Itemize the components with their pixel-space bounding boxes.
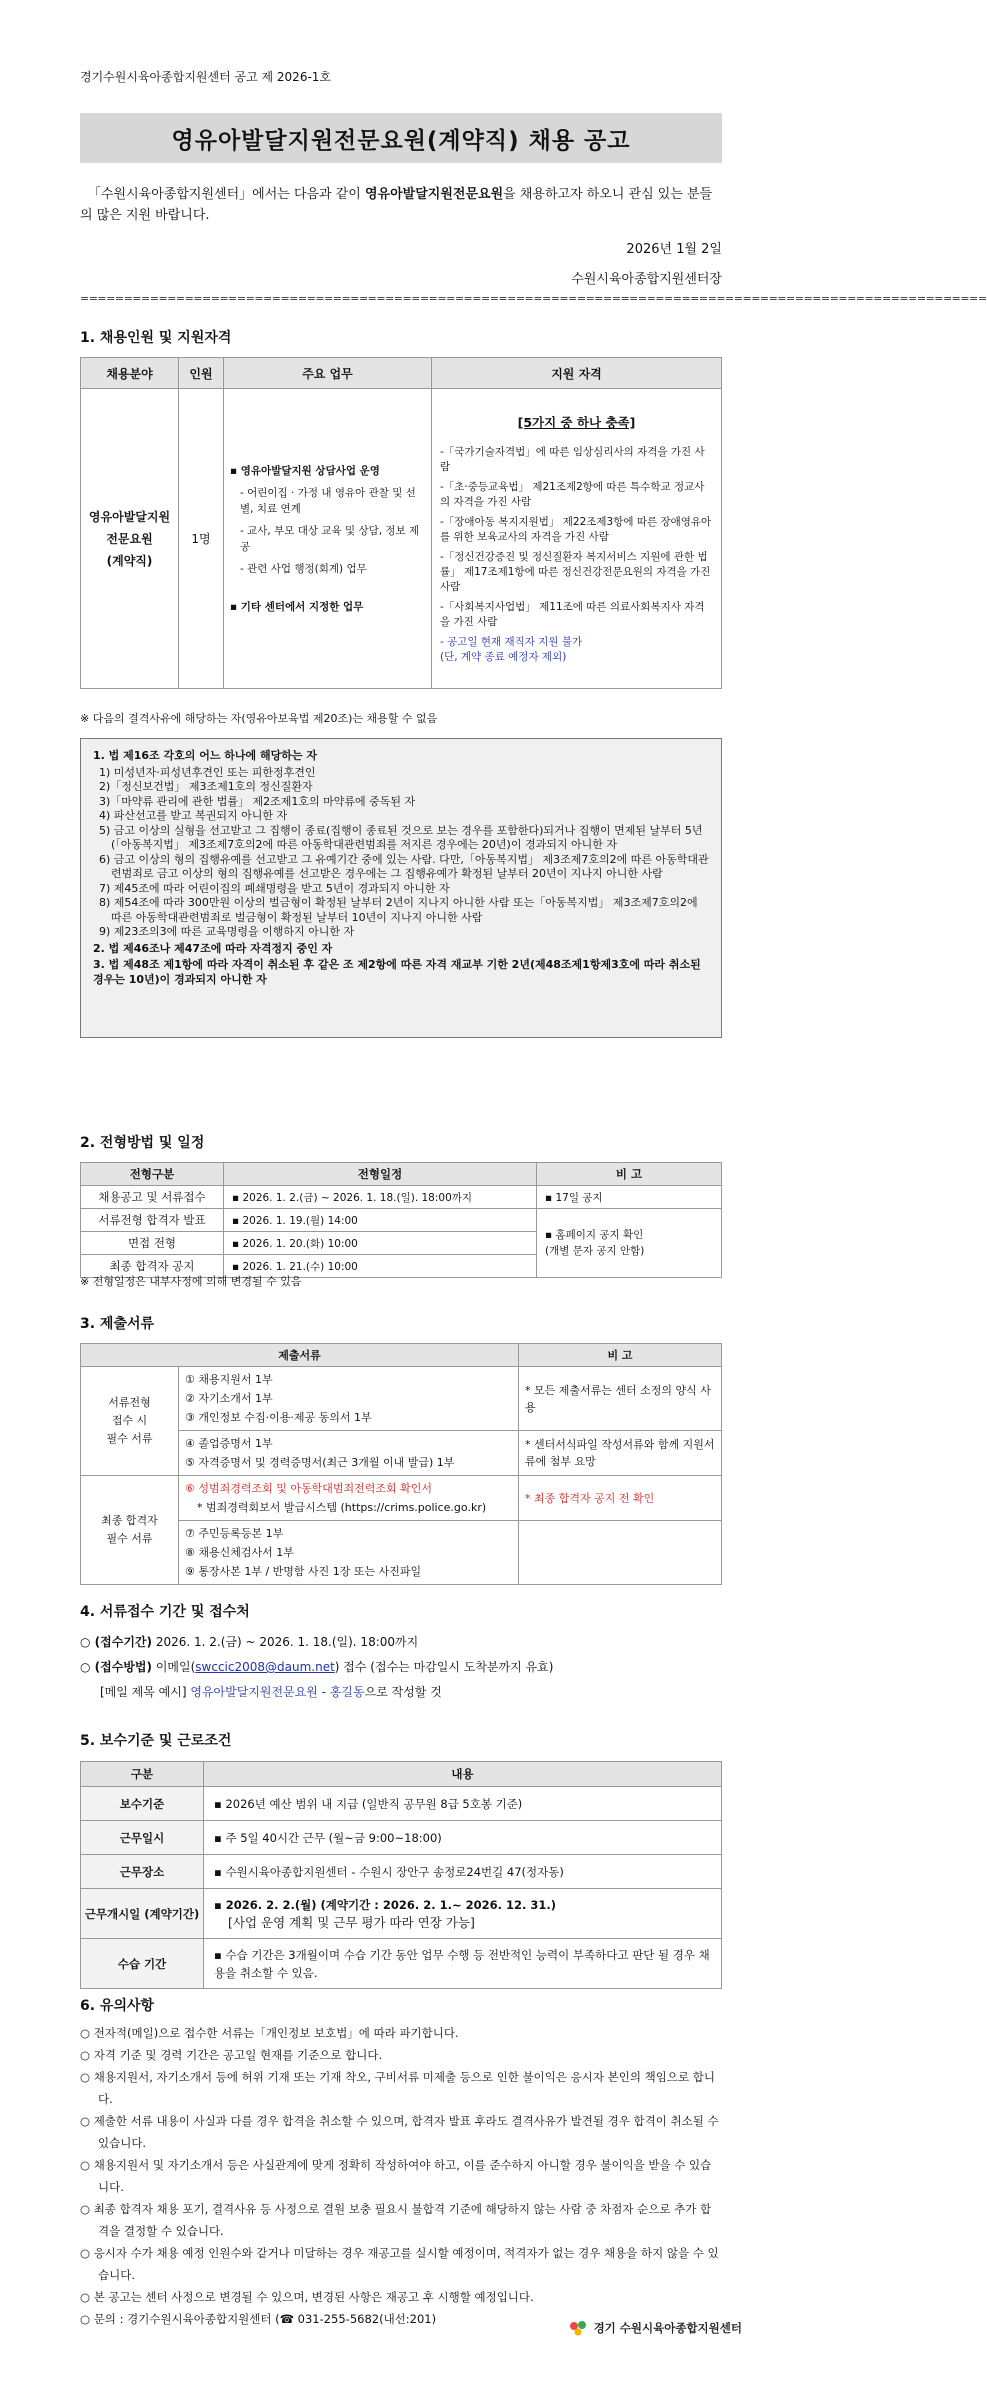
receipt-method-text-end: ) 접수 (접수는 마감일시 도착분까지 유효): [334, 1660, 554, 1674]
intro-text: 「수원시육아종합지원센터」에서는 다음과 같이: [88, 187, 365, 202]
receipt-method-label: ○ (접수방법): [80, 1660, 152, 1674]
table-header: 내용: [204, 1762, 722, 1787]
qualification-item: -「사회복지사업법」 제11조에 따른 의료사회복지사 자격을 가진 사람: [440, 601, 705, 628]
disqualification-item: 1) 미성년자·피성년후견인 또는 피한정후견인: [99, 765, 316, 779]
headcount: 1명: [179, 389, 224, 689]
disqualification-item: 2)「정신보건법」 제3조제1호의 정신질환자: [99, 780, 313, 793]
document-item: ⑤ 자격증명서 및 경력증명서(최근 3개월 이내 발급) 1부: [185, 1456, 455, 1469]
disqualification-item: 9) 제23조의3에 따른 교육명령을 이행하지 아니한 자: [99, 925, 355, 938]
table-row: [81, 1209, 722, 1232]
document-item: ⑥ 성범죄경력조회 및 아동학대범죄전력조회 확인서: [185, 1482, 432, 1495]
duties-cell: [224, 389, 432, 689]
qualification-heading: [5가지 중 하나 충족]: [517, 415, 636, 430]
schedule-footnote: ※ 전형일정은 내부사정에 의해 변경될 수 있음: [80, 1275, 302, 1288]
condition-key: 근무일시: [81, 1821, 204, 1855]
schedule-cell: ▪ 2026. 1. 20.(화) 10:00: [224, 1232, 537, 1255]
document-item: ⑨ 통장사본 1부 / 반명함 사진 1장 또는 사진파일: [185, 1565, 422, 1578]
contract-start: ▪ 2026. 2. 2.(월) (계약기간 : 2026. 2. 1.~ 2026. 12. 31.): [214, 1897, 556, 1912]
document-list: [179, 1521, 519, 1585]
table-row: [81, 1787, 722, 1821]
receipt-period-value: 2026. 1. 2.(금) ~ 2026. 1. 18.(일). 18:00까지: [152, 1635, 419, 1649]
disqualification-heading: 1. 법 제16조 각호의 어느 하나에 해당하는 자: [93, 749, 317, 762]
table-row: [81, 1889, 722, 1939]
section-title: 1. 채용인원 및 지원자격: [80, 330, 232, 346]
disqualification-item: 5) 금고 이상의 실형을 선고받고 그 집행이 종료(집행이 종료된 것으로 보는 경우를 포함한다)되거나 집행이 면제된 날부터 5년(「아동복지법」 제3조제7호의2에 따른 아동학대관련범죄를 저지른 경우에는 20년)이 경과되지 아니한 자: [99, 823, 703, 851]
intro-text-end: 을 채용하고자 하오니 관심 있는 분들의 많은 지원 바랍니다.: [80, 187, 713, 223]
document-group-label: 서류전형 접수 시 필수 서류: [81, 1367, 179, 1476]
duty-item: - 교사, 부모 대상 교육 및 상담, 정보 제공: [240, 524, 420, 553]
receipt-period-label: ○ (접수기간): [80, 1635, 152, 1649]
document-list: [179, 1431, 519, 1476]
list-item: ○ 자격 기준 및 경력 기간은 공고일 현재를 기준으로 합니다.: [80, 2048, 383, 2062]
condition-value: ▪ 주 5일 40시간 근무 (월~금 9:00~18:00): [204, 1821, 722, 1855]
section-title: 2. 전형방법 및 일정: [80, 1135, 205, 1151]
document-note-empty: [519, 1521, 722, 1585]
table-header-row: [81, 1163, 722, 1186]
table-header: 비 고: [519, 1344, 722, 1367]
table-row: [81, 1476, 722, 1521]
section-title: 3. 제출서류: [80, 1316, 155, 1332]
qualification-note: - 공고일 현재 재직자 지원 불가 (단, 계약 종료 예정자 제외): [440, 636, 583, 663]
duty-item: - 어린이집 · 가정 내 영유아 관찰 및 선별, 치료 연계: [240, 486, 416, 515]
document-item: ③ 개인정보 수집·이용·제공 동의서 1부: [185, 1411, 372, 1424]
mail-example-label: [메일 제목 예시]: [100, 1685, 191, 1699]
divider-rule: ========================================================================================================: [80, 292, 987, 305]
schedule-cell: ▪ 2026. 1. 21.(수) 10:00: [224, 1255, 537, 1278]
condition-value: [204, 1889, 722, 1939]
table-row: [81, 1367, 722, 1431]
disqualification-item: 7) 제45조에 따라 어린이집의 폐쇄명령을 받고 5년이 경과되지 아니한 자: [99, 881, 450, 895]
schedule-table: [80, 1162, 722, 1278]
list-item: ○ 최종 합격자 채용 포기, 결격사유 등 사정으로 결원 보충 필요시 불합격 기준에 해당하지 않는 사람 중 차점자 순으로 추가 합격을 결정할 수 있습니다.: [80, 2202, 712, 2238]
disqualification-item: 3)「마약류 관리에 관한 법률」 제2조제1호의 마약류에 중독된 자: [99, 794, 416, 808]
table-header-row: [81, 1344, 722, 1367]
document-item: * 범죄경력회보서 발급시스템 (https://crims.police.go.kr): [197, 1501, 487, 1514]
notice-number: 경기수원시육아종합지원센터 공고 제 2026-1호: [80, 70, 332, 84]
table-row: [81, 1855, 722, 1889]
schedule-cell: ▪ 2026. 1. 19.(월) 14:00: [224, 1209, 537, 1232]
table-header-row: [81, 358, 722, 389]
table-header: 지원 자격: [432, 358, 722, 389]
stage-cell: 면접 전형: [81, 1232, 224, 1255]
document-list: [179, 1367, 519, 1431]
disqualification-item: 4) 파산선고를 받고 복권되지 아니한 자: [99, 809, 288, 822]
qualification-item: -「초·중등교육법」 제21조제2항에 따른 특수학교 정교사의 자격을 가진 사람: [440, 481, 705, 508]
qualification-item: -「국가기술자격법」에 따른 임상심리사의 자격을 가진 사람: [440, 446, 705, 473]
mail-title-example: [80, 1683, 722, 1700]
mail-example-value: 영유아발달지원전문요원 - 홍길동: [190, 1685, 365, 1699]
receipt-period: [80, 1633, 722, 1650]
document-group-label: 최종 합격자 필수 서류: [81, 1476, 179, 1585]
job-field: 영유아발달지원 전문요원 (계약직): [81, 389, 179, 689]
mail-example-end: 으로 작성할 것: [364, 1685, 442, 1699]
qualification-item: -「장애아동 복지지원법」 제22조제3항에 따른 장애영유아를 위한 보육교사의 자격을 가진 사람: [440, 516, 712, 543]
notice-date: 2026년 1월 2일: [626, 242, 722, 257]
list-item: ○ 문의 : 경기수원시육아종합지원센터 (☎ 031-255-5682(내선:201): [80, 2312, 437, 2326]
condition-value: ▪ 수원시육아종합지원센터 - 수원시 장안구 송정로24번길 47(정자동): [204, 1855, 722, 1889]
section-title: 6. 유의사항: [80, 1998, 155, 2014]
list-item: ○ 응시자 수가 채용 예정 인원수와 같거나 미달하는 경우 재공고를 실시할 예정이며, 적격자가 없는 경우 채용을 하지 않을 수 있습니다.: [80, 2246, 719, 2282]
receipt-method-text: 이메일(: [152, 1660, 196, 1674]
stage-cell: 서류전형 합격자 발표: [81, 1209, 224, 1232]
condition-key: 수습 기간: [81, 1939, 204, 1989]
duty-item: ▪ 기타 센터에서 지정한 업무: [230, 600, 364, 613]
table-row: [81, 389, 722, 689]
table-header: 인원: [179, 358, 224, 389]
document-note: * 최종 합격자 공지 전 확인: [519, 1476, 722, 1521]
table-header: 전형일정: [224, 1163, 537, 1186]
condition-key: 근무장소: [81, 1855, 204, 1889]
issuer: 수원시육아종합지원센터장: [571, 272, 722, 287]
intro-position: 영유아발달지원전문요원: [365, 187, 504, 202]
table-row: [81, 1821, 722, 1855]
table-row: [81, 1186, 722, 1209]
condition-value: ▪ 2026년 예산 범위 내 지급 (일반직 공무원 8급 5호봉 기준): [204, 1787, 722, 1821]
list-item: ○ 전자적(메일)으로 접수한 서류는「개인정보 보호법」에 따라 파기합니다.: [80, 2026, 459, 2040]
disqualification-item: 8) 제54조에 따라 300만원 이상의 벌금형이 확정된 날부터 2년이 지나지 아니한 사람 또는「아동복지법」 제3조제7호의2에 따른 아동학대관련범죄로 벌금형이 확정된 날부터 10년이 지나지 아니한 사람: [99, 896, 698, 924]
email-link[interactable]: swccic2008@daum.net: [195, 1660, 335, 1674]
table-header: 제출서류: [81, 1344, 519, 1367]
disqualification-heading: 2. 법 제46조나 제47조에 따라 자격정지 중인 자: [93, 941, 333, 955]
table-header-row: [81, 1762, 722, 1787]
stage-cell: 채용공고 및 서류접수: [81, 1186, 224, 1209]
table-header: 채용분야: [81, 358, 179, 389]
document-item: ⑧ 채용신체검사서 1부: [185, 1546, 294, 1559]
page-title: 영유아발달지원전문요원(계약직) 채용 공고: [80, 113, 722, 163]
duty-item: ▪ 영유아발달지원 상담사업 운영: [230, 464, 380, 477]
list-item: ○ 채용지원서, 자기소개서 등에 허위 기재 또는 기재 착오, 구비서류 미제출 등으로 인한 불이익은 응시자 본인의 책임으로 합니다.: [80, 2070, 715, 2106]
conditions-table: [80, 1761, 722, 1989]
disqualification-box: [80, 738, 722, 1038]
condition-key: 보수기준: [81, 1787, 204, 1821]
list-item: ○ 채용지원서 및 자기소개서 등은 사실관계에 맞게 정확히 작성하여야 하고, 이를 준수하지 아니할 경우 불이익을 받을 수 있습니다.: [80, 2158, 712, 2194]
logo-text: 경기 수원시육아종합지원센터: [593, 2321, 742, 2335]
list-item: ○ 본 공고는 센터 사정으로 변경될 수 있으며, 변경된 사항은 재공고 후 시행할 예정입니다.: [80, 2290, 534, 2304]
center-logo: [568, 2320, 742, 2336]
document-item: ② 자기소개서 1부: [185, 1392, 273, 1405]
contract-extension: [사업 운영 계획 및 근무 평가 따라 연장 가능]: [228, 1914, 475, 1930]
logo-icon: [568, 2320, 590, 2336]
receipt-method: [80, 1658, 722, 1675]
cautions-list: [80, 2022, 722, 2330]
document-note: * 센터서식파일 작성서류와 함께 지원서류에 첨부 요망: [519, 1431, 722, 1476]
table-header: 주요 업무: [224, 358, 432, 389]
table-header: 구분: [81, 1762, 204, 1787]
note-cell: ▪ 17일 공지: [537, 1186, 722, 1209]
schedule-cell: ▪ 2026. 1. 2.(금) ~ 2026. 1. 18.(일). 18:00까지: [224, 1186, 537, 1209]
disqualification-item: 6) 금고 이상의 형의 집행유예를 선고받고 그 유예기간 중에 있는 사람. 다만,「아동복지법」 제3조제7호의2에 따른 아동학대관련범죄로 금고 이상의 형의 집행유예를 선고받은 경우에는 그 집행유예가 확정된 날부터 20년이 지나지 아니한 사람: [99, 852, 709, 880]
documents-table: [80, 1343, 722, 1585]
qualifications-cell: [432, 389, 722, 689]
condition-key: 근무개시일 (계약기간): [81, 1889, 204, 1939]
table-row: [81, 1939, 722, 1989]
qualification-table: [80, 357, 722, 689]
note-cell: ▪ 홈페이지 공지 확인 (개별 문자 공지 안함): [537, 1209, 722, 1278]
document-item: ① 채용지원서 1부: [185, 1373, 273, 1386]
table-header: 전형구분: [81, 1163, 224, 1186]
duty-item: - 관련 사업 행정(회계) 업무: [240, 562, 367, 575]
intro-paragraph: [80, 184, 722, 226]
stage-cell: 최종 합격자 공지: [81, 1255, 224, 1278]
table-header: 비 고: [537, 1163, 722, 1186]
disqualification-note: ※ 다음의 결격사유에 해당하는 자(영유아보육법 제20조)는 채용할 수 없음: [80, 712, 438, 725]
list-item: ○ 제출한 서류 내용이 사실과 다를 경우 합격을 취소할 수 있으며, 합격자 발표 후라도 결격사유가 발견될 경우 합격이 취소될 수 있습니다.: [80, 2114, 719, 2150]
document-item: ④ 졸업증명서 1부: [185, 1437, 273, 1450]
document-item: ⑦ 주민등록등본 1부: [185, 1527, 284, 1540]
document-note: * 모든 제출서류는 센터 소정의 양식 사용: [519, 1367, 722, 1431]
document-list: [179, 1476, 519, 1521]
qualification-item: -「정신건강증진 및 정신질환자 복지서비스 지원에 관한 법률」 제17조제1항에 따른 정신건강전문요원의 자격을 가진 사람: [440, 551, 711, 593]
condition-value: ▪ 수습 기간은 3개월이며 수습 기간 동안 업무 수행 등 전반적인 능력이 부족하다고 판단 될 경우 채용을 취소할 수 있음.: [204, 1939, 722, 1989]
section-title: 5. 보수기준 및 근로조건: [80, 1733, 232, 1749]
disqualification-heading: 3. 법 제48조 제1항에 따라 자격이 취소된 후 같은 조 제2항에 따른 자격 재교부 기한 2년(제48조제1항제3호에 따라 취소된 경우는 10년)이 경과되지 아니한 자: [93, 958, 701, 986]
section-title: 4. 서류접수 기간 및 접수처: [80, 1604, 250, 1620]
